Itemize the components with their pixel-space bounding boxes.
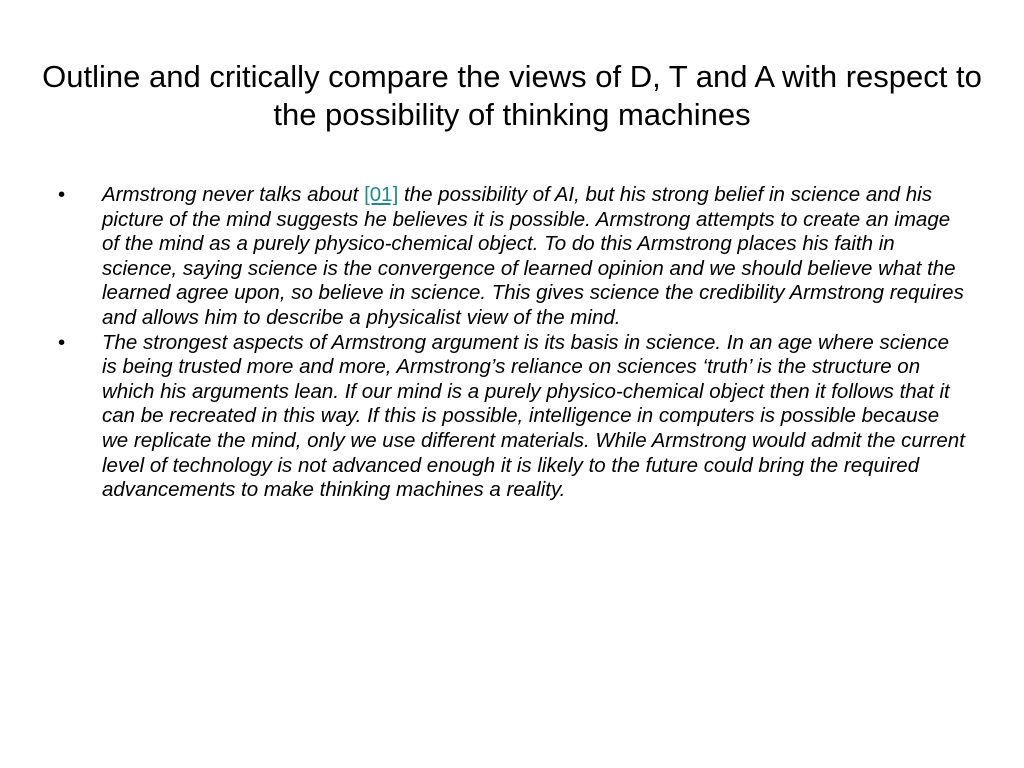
bullet-text-end: the possibility of AI, but his strong belief in science and his picture of the mind suggests he believes it is possible. Armstrong attempts to create an image of the mind as a purely physico-chemical object. To do this Armstrong places his faith in science, saying science is the convergence of learned opinion and we should believe what the learned agree upon, so believe in science. This gives science the credibility Armstrong requires and allows him to describe a physicalist view of the mind. bbox=[102, 183, 964, 329]
reference-link[interactable]: [01] bbox=[364, 183, 399, 206]
bullet-text: The strongest aspects of Armstrong argument is its basis in science. In an age where science is being trusted more and more, Armstrong’s reliance on sciences ‘truth’ is the structure on which his arguments lean. If our mind is a purely physico-chemical object then it follows that it can be recreated in this way. If this is possible, intelligence in computers is possible because we replicate the mind, only we use different materials. While Armstrong would admit the current level of technology is not advanced enough it is likely to the future could bring the required advancements to make thinking machines a reality. bbox=[102, 330, 965, 502]
slide-title: Outline and critically compare the views of D, T and A with respect to the possibility of thinking machines bbox=[42, 59, 982, 132]
bullet-list bbox=[58, 183, 968, 503]
bullet-icon: • bbox=[58, 330, 66, 354]
bullet-icon: • bbox=[58, 183, 66, 206]
bullet-item-armstrong-science bbox=[58, 183, 968, 331]
bullet-item-armstrong-strengths bbox=[58, 331, 968, 503]
bullet-text-start: Armstrong never talks about bbox=[102, 183, 365, 206]
